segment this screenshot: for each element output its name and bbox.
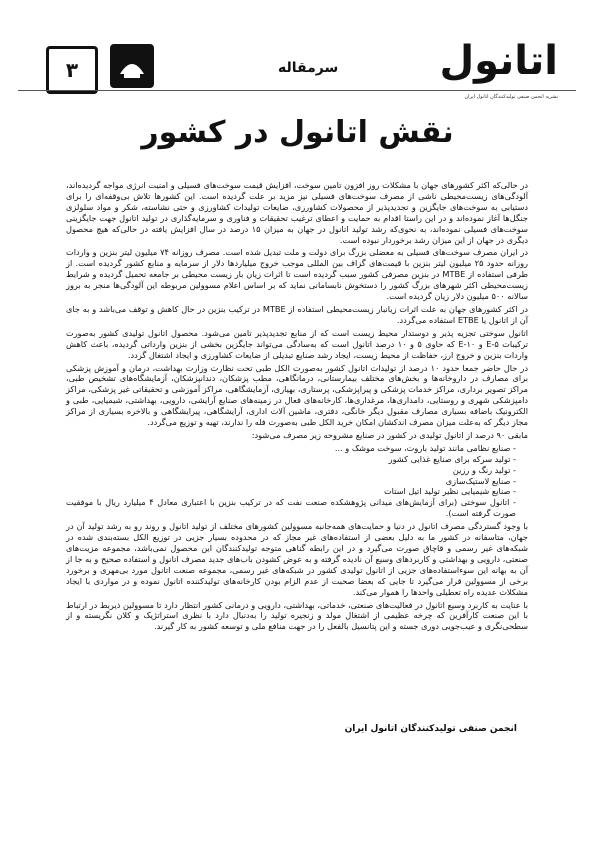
page-header (18, 38, 576, 110)
paragraph: در حال حاضر جمعا حدود ۱۰ درصد از تولیدات اتانول کشور به‌صورت الکل طبی تحت نظارت وزارت بهداشت، درمان و آموزش پزشکی برای مصارف در داروخانه‌ها و بخش‌های مختلف بیمارستانی، درمانگاهی، مطب پزشکان، دندانپزشکان، آزمایشگاه‌های تشخیص طبی، مراکز تصویر برداری، مراکز خدمات پزشکی و پیراپزشکی، پرستاری، بهیاری، آزمایشگاهی، مراکز آموزشی و تحقیقاتی غیر پزشکی، مراکز دامپزشکی شهری و روستایی، دامداری‌ها، مرغداری‌ها، کارخانه‌های فعال در زمینه‌های صنایع آرایشی، دارویی، بهداشتی، شیمیایی، طبی و الکترونیک باضافه بسیاری مصارف مقبول دیگر خانگی، دفتری، ماشین آلات اداری، آرایشگاهی، پیرایشگاهی و بالاخره بسیاری از مراکز مجاز دیگر که به‌علت میزان مصرف اندکشان امکان خرید الکل طبی به‌صورت فله را ندارند، تهیه و توزیع می‌گردد. (66, 362, 529, 428)
paragraph: در ایران مصرف سوخت‌های فسیلی به معضلی بزرگ برای دولت و ملت تبدیل شده است. مصرف روزانه ۷۴ میلیون لیتر بنزین و واردات روزانه حدود ۲۵ میلیون لیتر بنزین با قیمت‌های گزاف بین المللی موجب خروج میلیاردها دلار از سرمایه و منابع کشور گردیده است. از طرفی استفاده از MTBE در بنزین مصرفی کشور سبب گردیده است تا اثرات زیان بار زیست محیطی بر جامعه تحمیل گردیده و شرایط زیست‌محیطی اکثر شهرهای بزرگ کشور را دستخوش نابسامانی نماید که بر اساس اعلام مسوولین مربوطه این آلودگی‌ها منجر به بروز سالانه ۵۰۰ میلیون دلار زیان گردیده است. (66, 247, 529, 302)
usage-list (66, 443, 528, 519)
signature: انجمن صنفی تولیدکنندگان اتانول ایران (344, 724, 517, 734)
page-number-badge (46, 46, 98, 94)
header-divider (18, 90, 576, 91)
list-item: - صنایع نظامی مانند تولید باروت، سوخت موشک و ... (334, 442, 516, 453)
logo-subtitle: نشریه انجمن صنفی تولیدکنندگان اتانول ایران (464, 94, 558, 100)
list-item: - تولید سرکه برای صنایع غذایی کشور (388, 453, 516, 464)
article-title: نقش اتانول در کشور (141, 115, 454, 150)
paragraph: با وجود گستردگی مصرف اتانول در دنیا و حمایت‌های همه‌جانبه مسوولین کشورهای مختلف از تولید اتانول و روند رو به رشد تولید آن در جهان، متاسفانه در کشور ما به دلیل بعضی از استفاده‌های غیر مجاز که در محدوده بسیار جزیی در توزیع الکل بسته‌بندی شده در شبکه‌های غیر رسمی و قاچاق صورت می‌گیرد و در این رابطه گناهی متوجه تولیدکنندگان این محصول نمی‌باشد، مجموعه مزیت‌های صنعتی، دارویی و بهداشتی و کاربردهای وسیع آن نادیده گرفته و به عوض کشودن باب‌های جدید مصرف اتانول و استفاده صحیح و به جا از آن به بهانه این سوءاستفاده‌های جزیی از اتانول تولیدی کشور در شبکه‌های غیر رسمی، مجموعه صنعت اتانول مورد بی‌مهری و برخورد برخی از مسوولین قرار می‌گیرد تا جایی که بعضا صحبت از عدم الزام بودن کارخانه‌های تولیدکننده اتانول نموده و در مواردی با ایجاد مشکلات عدیده راه تعطیلی واحدها را هموار می‌کند. (66, 521, 528, 597)
list-item: - صنایع شیمیایی نظیر تولید اتیل استات (383, 486, 516, 497)
magazine-logo (418, 38, 558, 108)
list-item: - اتانول سوختی (برای آزمایش‌های میدانی پژوهشکده صنعت نفت که در ترکیب بنزین با اعتباری معادل ۴ میلیارد ریال با موفقیت صورت گرفته است). (66, 497, 516, 519)
paragraph: مابقی ۹۰ درصد از اتانول تولیدی در کشور در صنایع مشروحه زیر مصرف می‌شود: (251, 429, 528, 440)
list-item: - تولید رنگ و رزین (452, 464, 516, 475)
article-body (66, 180, 528, 634)
section-title: سرمقاله (278, 60, 339, 76)
section-icon (110, 44, 154, 88)
page-number: ۳ (65, 58, 79, 82)
paragraph: اتانول سوختی تجزیه پذیر و دوستدار محیط زیست است که از منابع تجدیدپذیر تامین می‌شود. محصول اتانول تولیدی کشور به‌صورت ترکیبات E-۵ و E-۱۰ که حاوی ۵ و ۱۰ درصد اتانول است که به‌سادگی می‌تواند جایگزین بخشی از بنزین وارداتی گردیده، باعث کاهش واردات بنزین و خروج ارز، حفاظت از محیط زیست، ایجاد رشد صنایع تبدیلی از ضایعات کشاورزی و ایجاد اشتغال گردد. (66, 327, 529, 360)
paragraph: در اکثر کشورهای جهان به علت اثرات زیانبار زیست‌محیطی استفاده از MTBE در ترکیب بنزین در حال کاهش و توقف می‌باشد و به جای آن از اتانول یا ETBE استفاده می‌گردد. (66, 303, 528, 325)
paragraph: با عنایت به کاربرد وسیع اتانول در فعالیت‌های صنعتی، خدماتی، بهداشتی، دارویی و درمانی کشور انتظار دارد تا مسوولین ذیربط در ارتباط با این صنعت کارآفرین که چرخه عظیمی از اشتغال مولد و زنجیره تولید را به‌دنبال دارد با نظری استراتژیک و کلان نگریسته و از سطحی‌نگری و عیب‌جویی دوری جسته و این پتانسیل بالفعل را در جهت منافع ملی و توسعه کشور به کار گیرند. (66, 599, 528, 632)
list-item: - صنایع لاستیک‌سازی (445, 475, 516, 486)
paragraph: در حالی‌که اکثر کشورهای جهان با مشکلات روز افزون تامین سوخت، افزایش قیمت سوخت‌های فسیلی و امنیت انرژی مواجه گردیده‌اند، آلودگی‌های زیست‌محیطی ناشی از مصرف سوخت‌های فسیلی نیز مزید بر علت گردیده است. این کشورها تلاش بی‌وقفه‌ای را برای دستیابی به سوخت‌های جایگزین و تجدیدپذیر از محصولات کشاورزی، ضایعات تولیدات کشاورزی و حتی نشاسته، شکر و مواد سلولزی جنگل‌ها آغاز نموده‌اند و در این راستا اقدام به حمایت و اعطای ترغیب تحقیقات و فناوری و سرمایه‌گذاری در تولید اتانول جهت جایگزینی سوخت‌های فسیلی نموده‌اند، به نحوی‌که رشد تولید اتانول در جهان به میزان ۱۵ درصد در سال افزایش یافته در حالی‌که هیچ محصول دیگری در جهان از این میزان رشد برخوردار نبوده است. (66, 180, 528, 245)
logo-text: اتانول (439, 38, 558, 84)
